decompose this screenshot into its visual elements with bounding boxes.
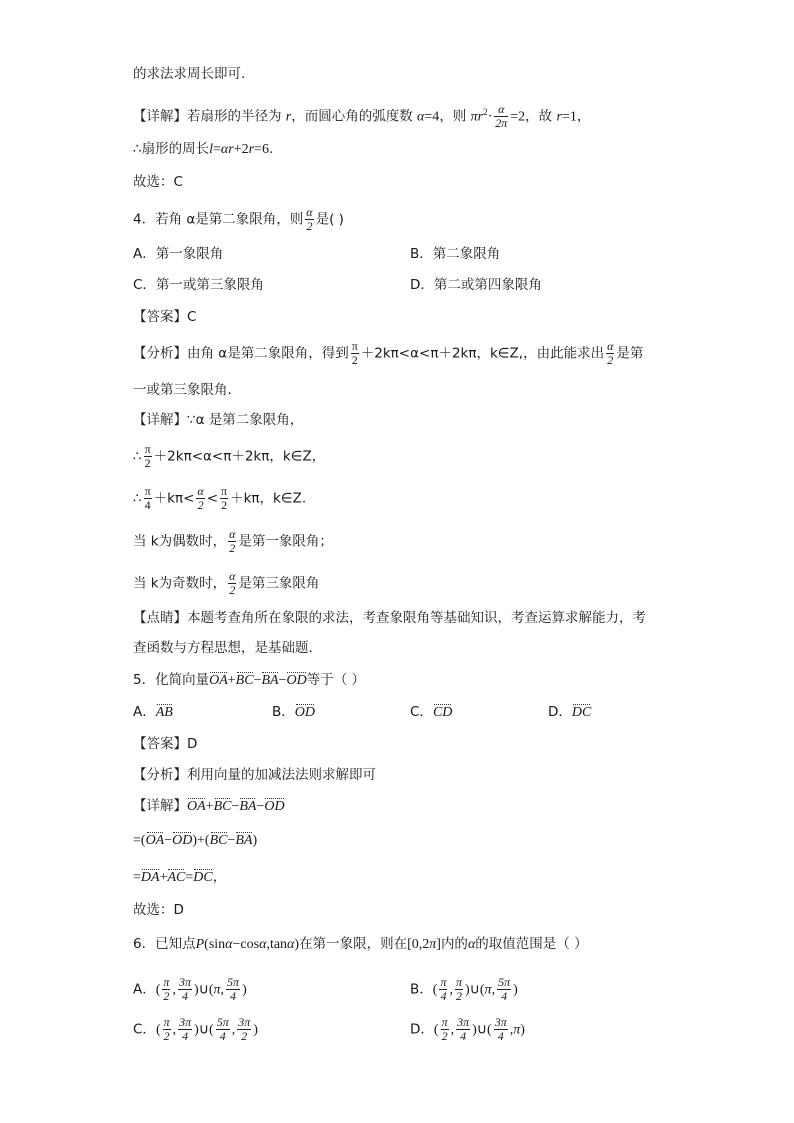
text-line: 一或第三象限角． bbox=[133, 382, 241, 398]
comment: 【点睛】本题考查角所在象限的求法，考查象限角等基础知识，考查运算求解能力，考 bbox=[133, 610, 646, 626]
answer: 【答案】D bbox=[133, 736, 198, 752]
text-line: 当 k为奇数时， $\frac{\alpha}{2}$ 是第三象限角 bbox=[133, 569, 320, 597]
option-c: C．第一或第三象限角 bbox=[133, 277, 264, 293]
answer: 【答案】C bbox=[133, 309, 197, 325]
text-line: 故选：C bbox=[133, 174, 183, 190]
math-line: ∴ $\frac{\pi}{2}$ ＋2kπ<α<π＋2kπ，k∈Z， bbox=[133, 442, 326, 470]
option-b: B．( $\frac{\pi}{4}$ , $\frac{\pi}{2}$ )∪(π, $\frac{5\pi}{4}$ ) bbox=[410, 975, 518, 1003]
math-line: ∴ $\frac{\pi}{4}$ ＋kπ< $\frac{\alpha}{2}$ < $\frac{\pi}{2}$ ＋kπ，k∈Z. bbox=[133, 484, 307, 512]
option-a: A．第一象限角 bbox=[133, 246, 224, 262]
text-line: 的求法求周长即可. bbox=[133, 66, 246, 82]
option-d: D．( $\frac{\pi}{2}$ , $\frac{3\pi}{4}$ )∪( $\frac{3\pi}{4}$ ,π) bbox=[410, 1015, 525, 1043]
option-a: A．( $\frac{\pi}{2}$ , $\frac{3\pi}{4}$ )∪(π, $\frac{5\pi}{4}$ ) bbox=[133, 975, 247, 1003]
option-c: C．( $\frac{\pi}{2}$ , $\frac{3\pi}{4}$ )∪( $\frac{5\pi}{4}$ , $\frac{3\pi}{2}$ ) bbox=[133, 1015, 258, 1043]
option-c: C．CD bbox=[410, 702, 452, 723]
text-line: 【详解】若扇形的半径为 r，而圆心角的弧度数 α=4，则 $\pi r^2\cdot$ $\frac{\alpha}{2\pi}$ =2，故 r=1， bbox=[133, 102, 591, 130]
option-d: D．DC bbox=[548, 702, 591, 723]
math-line: =DA+AC=DC， bbox=[133, 867, 226, 888]
detail: 【详解】OA+BC−BA−OD bbox=[133, 796, 285, 817]
option-a: A．AB bbox=[133, 702, 173, 723]
text-line: 查函数与方程思想，是基础题． bbox=[133, 640, 322, 656]
analysis: 【分析】由角 α是第二象限角，得到 $\frac{\pi}{2}$ ＋2kπ<α<π＋2kπ，k∈Z,，由此能求出 $\frac{\alpha}{2}$ 是第 bbox=[133, 339, 644, 367]
option-b: B．第二象限角 bbox=[410, 246, 501, 262]
text-line: 当 k为偶数时， $\frac{\alpha}{2}$ 是第一象限角； bbox=[133, 527, 333, 555]
text-line: 故选：D bbox=[133, 902, 184, 918]
question-5: 5．化简向量OA+BC−BA−OD等于（ ） bbox=[133, 670, 365, 691]
question-4: 4．若角 α是第二象限角，则 $\frac{\alpha}{2}$ 是( ) bbox=[133, 205, 344, 233]
option-d: D．第二或第四象限角 bbox=[410, 277, 542, 293]
detail: 【详解】∵α 是第二象限角， bbox=[133, 412, 304, 428]
option-b: B．OD bbox=[272, 702, 315, 723]
question-6: 6．已知点P(sinα−cosα,tanα)在第一象限，则在[0,2π]内的α的取值范围是（ ） bbox=[133, 936, 588, 952]
text-line: ∴扇形的周长l=αr+2r=6. bbox=[133, 141, 274, 157]
analysis: 【分析】利用向量的加减法法则求解即可 bbox=[133, 767, 376, 783]
math-line: =(OA−OD)+(BC−BA) bbox=[133, 830, 257, 851]
